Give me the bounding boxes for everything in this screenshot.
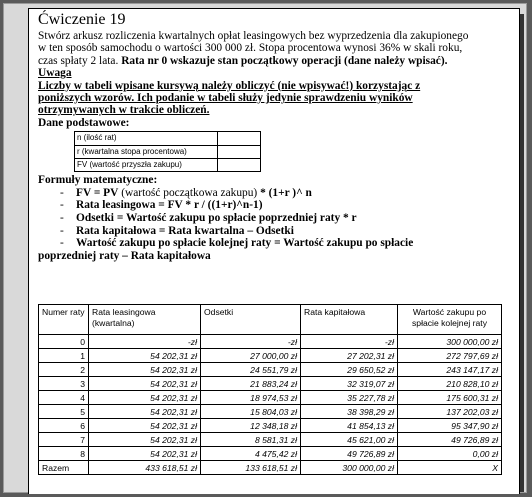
param-value-cell[interactable] [218,159,261,172]
value-cell[interactable]: 54 202,31 zł [89,405,201,419]
value-cell[interactable]: 243 147,17 zł [398,363,502,377]
note-heading: Uwaga [38,67,72,80]
value-cell[interactable]: 54 202,31 zł [89,349,201,363]
param-value-cell[interactable] [218,132,261,145]
value-cell[interactable]: 29 650,52 zł [301,363,398,377]
value-cell[interactable]: 433 618,51 zł [89,461,201,475]
value-cell[interactable]: 8 581,31 zł [201,433,301,447]
value-cell[interactable]: -zł [201,335,301,349]
note-line: poniższych wzorów. Ich podanie w tabeli służy jedynie sprawdzeniu wyników [38,92,413,105]
row-number-cell[interactable]: 0 [39,335,89,349]
table-row [39,377,502,391]
intro-line: Stwórz arkusz rozliczenia kwartalnych opłat leasingowych bez wyprzedzenia dla zakupionego [38,30,469,42]
value-cell[interactable]: 32 319,07 zł [301,377,398,391]
note-line: Liczby w tabeli wpisane kursywą należy obliczyć (nie wpisywać!) korzystając z [38,79,421,92]
table-row [39,433,502,447]
table-row [39,363,502,377]
table-row [39,419,502,433]
document-content [38,10,512,262]
value-cell[interactable]: 45 621,00 zł [301,433,398,447]
table-row [39,349,502,363]
value-cell[interactable]: 175 600,31 zł [398,391,502,405]
row-number-cell[interactable]: 2 [39,363,89,377]
formula-item [60,199,512,212]
value-cell[interactable]: X [398,461,502,475]
value-cell[interactable]: 15 804,03 zł [201,405,301,419]
basic-data-table [74,131,261,172]
row-number-cell[interactable]: 8 [39,447,89,461]
formula-continuation: poprzedniej raty – Rata kapitałowa [38,249,211,262]
row-number-cell[interactable]: 6 [39,419,89,433]
formula-item [60,212,512,225]
param-label: n (ilość rat) [75,132,218,145]
value-cell[interactable]: 21 883,24 zł [201,377,301,391]
formula-bold: Wartość zakupu po spłacie kolejnej raty = Wartość zakupu po spłacie [76,237,414,250]
value-cell[interactable]: 35 227,78 zł [301,391,398,405]
intro-bold: Rata nr 0 wskazuje stan początkowy operacji (dane należy wpisać). [121,54,448,67]
exercise-title: Ćwiczenie 19 [38,11,126,28]
value-cell[interactable]: 27 000,00 zł [201,349,301,363]
column-header: Numer raty [39,305,89,335]
dash-bullet: - [60,224,64,237]
dash-bullet: - [60,186,64,199]
value-cell[interactable]: 12 348,18 zł [201,419,301,433]
column-header: Rata leasingowa (kwartalna) [89,305,201,335]
table-row [39,461,502,475]
dash-bullet: - [60,212,64,225]
leasing-table [38,304,502,475]
value-cell[interactable]: 54 202,31 zł [89,363,201,377]
formula-bold: Odsetki = Wartość zakupu po spłacie poprzedniej raty * r [76,212,357,225]
value-cell[interactable]: 54 202,31 zł [89,433,201,447]
value-cell[interactable]: 38 398,29 zł [301,405,398,419]
formula-bold: * (1+r )^ n [260,186,312,199]
value-cell[interactable]: 27 202,31 zł [301,349,398,363]
row-number-cell[interactable]: 1 [39,349,89,363]
dash-bullet: - [60,199,64,212]
value-cell[interactable]: 54 202,31 zł [89,419,201,433]
column-header: Wartość zakupu po spłacie kolejnej raty [398,305,502,335]
value-cell[interactable]: 54 202,31 zł [89,447,201,461]
formula-plain: (wartość początkowa zakupu) [118,186,261,199]
note-line: otrzymywanych w trakcie obliczeń. [38,104,210,117]
table-row [39,405,502,419]
basic-data-heading: Dane podstawowe: [38,116,130,129]
value-cell[interactable]: -zł [301,335,398,349]
value-cell[interactable]: 41 854,13 zł [301,419,398,433]
row-number-cell[interactable]: 7 [39,433,89,447]
dash-bullet: - [60,237,64,250]
value-cell[interactable]: 300 000,00 zł [301,461,398,475]
formula-item [60,186,512,200]
value-cell[interactable]: 137 202,03 zł [398,405,502,419]
table-body [39,335,502,475]
param-value-cell[interactable] [218,145,261,158]
param-label: r (kwartalna stopa procentowa) [75,145,218,158]
value-cell[interactable]: 54 202,31 zł [89,377,201,391]
intro-plain: czas spłaty 2 lata. [38,54,122,67]
param-label: FV (wartość przyszła zakupu) [75,159,218,172]
formula-item [60,237,512,250]
row-number-cell[interactable]: 5 [39,405,89,419]
row-number-cell[interactable]: Razem [39,461,89,475]
value-cell[interactable]: 133 618,51 zł [201,461,301,475]
value-cell[interactable]: 49 726,89 zł [398,433,502,447]
value-cell[interactable]: 300 000,00 zł [398,335,502,349]
formula-bold: FV = PV [76,186,119,199]
column-header: Odsetki [201,305,301,335]
value-cell[interactable]: 54 202,31 zł [89,391,201,405]
value-cell[interactable]: 4 475,42 zł [201,447,301,461]
table-row [39,391,502,405]
value-cell[interactable]: 210 828,10 zł [398,377,502,391]
value-cell[interactable]: -zł [89,335,201,349]
intro-line: w ten sposób samochodu o wartości 300 000 zł. Stopa procentowa wynosi 36% w skali roku, [38,42,463,55]
row-number-cell[interactable]: 4 [39,391,89,405]
value-cell[interactable]: 0,00 zł [398,447,502,461]
intro-line [38,55,512,67]
formula-list [38,187,512,250]
column-header: Rata kapitałowa [301,305,398,335]
table-row [39,335,502,349]
value-cell[interactable]: 24 551,79 zł [201,363,301,377]
formula-bold: Rata kapitałowa = Rata kwartalna – Odsetki [76,224,294,237]
value-cell[interactable]: 49 726,89 zł [301,447,398,461]
table-row [39,447,502,461]
formula-bold: Rata leasingowa = FV * r / ((1+r)^n-1) [76,199,263,212]
formulas-heading: Formuły matematyczne: [38,174,158,187]
leasing-table-wrap [38,304,502,475]
formula-item [60,224,512,238]
page-shadow [520,14,524,492]
value-cell[interactable]: 95 347,90 zł [398,419,502,433]
value-cell[interactable]: 18 974,53 zł [201,391,301,405]
row-number-cell[interactable]: 3 [39,377,89,391]
value-cell[interactable]: 272 797,69 zł [398,349,502,363]
